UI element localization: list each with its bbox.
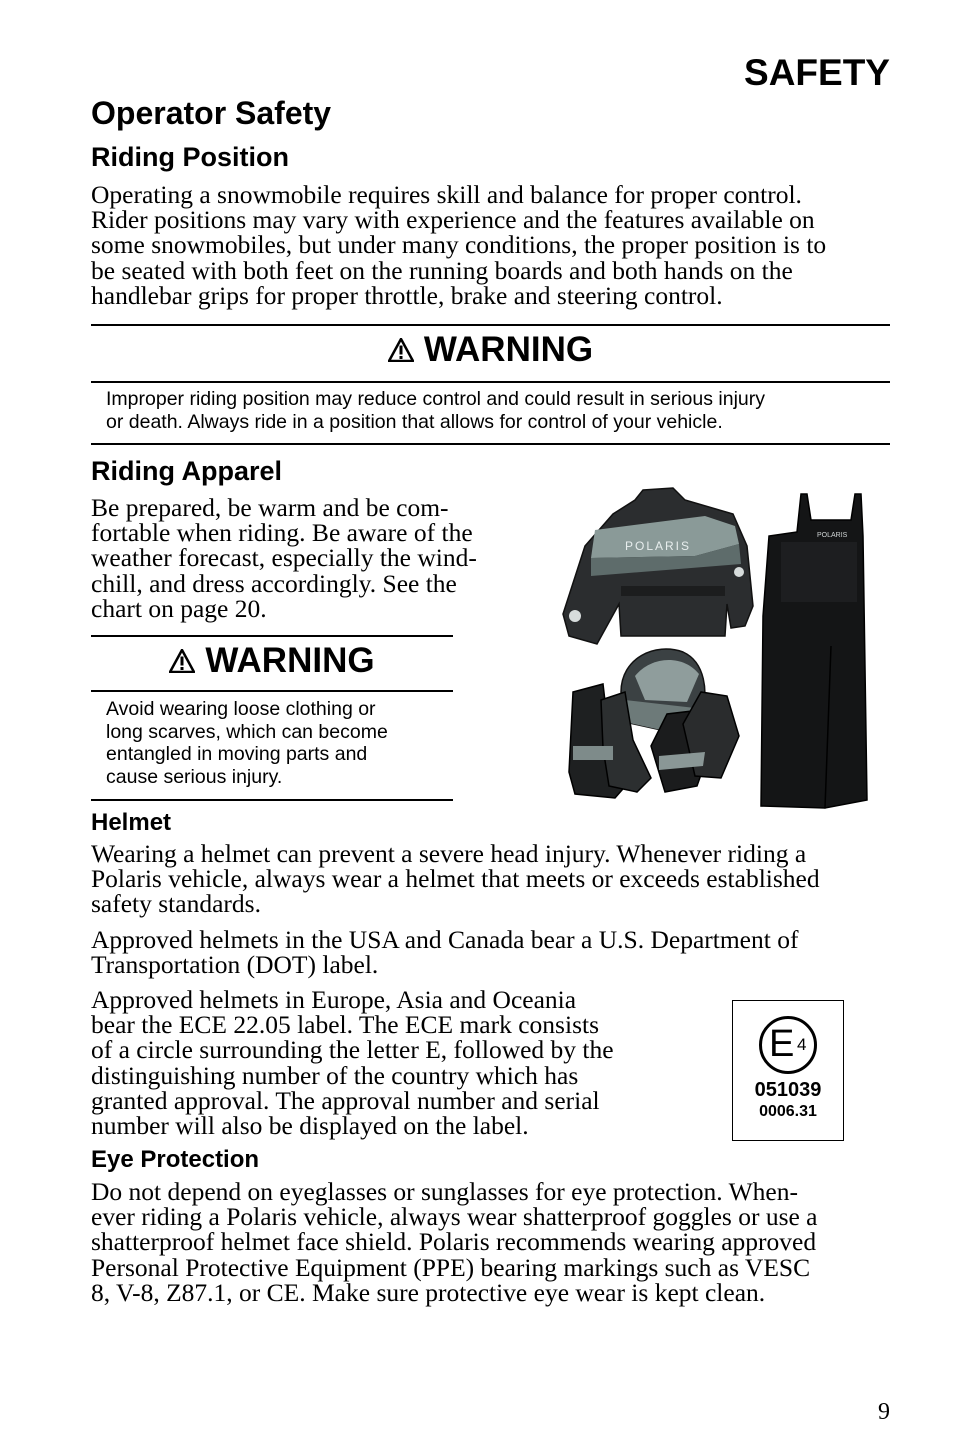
page-title: Operator Safety xyxy=(91,95,332,131)
text-line: distinguishing number of the country which has xyxy=(91,1060,579,1090)
text-line: Approved helmets in the USA and Canada bear a U.S. Department of xyxy=(91,925,799,954)
ece-approval-number: 051039 xyxy=(754,1079,822,1101)
text-line: Approved helmets in Europe, Asia and Oceania xyxy=(91,985,577,1014)
helmet-paragraph-2 xyxy=(91,925,799,980)
jacket-illustration xyxy=(563,488,753,644)
riding-apparel-paragraph xyxy=(91,495,477,621)
warning-triangle-icon xyxy=(169,649,195,673)
text-line: or death. Always ride in a position that allows for control of your vehicle. xyxy=(106,410,723,433)
text-line: weather forecast, especially the wind- xyxy=(91,543,477,573)
riding-position-heading: Riding Position xyxy=(91,142,289,172)
section-title: SAFETY xyxy=(744,52,890,93)
helmet-paragraph-1 xyxy=(91,841,820,917)
eye-protection-paragraph xyxy=(91,1179,818,1305)
text-line: ever riding a Polaris vehicle, always wear shatterproof goggles or use a xyxy=(91,1202,818,1232)
eye-protection-heading: Eye Protection xyxy=(91,1146,260,1173)
text-line: some snowmobiles, but under many conditions, the proper position is to xyxy=(91,230,827,260)
text-line: chill, and dress accordingly. See the xyxy=(91,568,457,598)
warning-text xyxy=(106,698,388,788)
text-line: long scarves, which can become xyxy=(106,720,388,743)
text-line: entangled in moving parts and xyxy=(106,743,368,765)
text-line: granted approval. The approval number and serial xyxy=(91,1085,600,1115)
bib-brand: POLARIS xyxy=(817,532,848,539)
text-line: be seated with both feet on the running boards and both hands on the xyxy=(91,255,793,285)
text-line: chart on page 20. xyxy=(91,593,267,623)
text-line: bear the ECE 22.05 label. The ECE mark consists xyxy=(91,1010,599,1040)
riding-apparel-photo xyxy=(555,486,880,812)
warning-bottom-rule xyxy=(91,799,453,801)
helmet-heading: Helmet xyxy=(91,809,172,836)
text-line: safety standards. xyxy=(91,889,261,919)
ece-circle-mark xyxy=(759,1016,817,1074)
page-number: 9 xyxy=(878,1399,890,1425)
warning-top-rule xyxy=(91,635,453,637)
text-line: cause serious injury. xyxy=(106,765,283,788)
warning-heading xyxy=(91,330,890,370)
text-line: of a circle surrounding the letter E, followed by the xyxy=(91,1035,614,1065)
text-line: Operating a snowmobile requires skill and balance for proper control. xyxy=(91,180,802,209)
warning-heading xyxy=(91,641,453,681)
ece-label xyxy=(732,1000,844,1141)
text-line: Avoid wearing loose clothing or xyxy=(106,698,376,720)
riding-apparel-heading: Riding Apparel xyxy=(91,456,283,486)
ece-country-number: 4 xyxy=(797,1035,807,1054)
riding-position-paragraph xyxy=(91,182,826,308)
warning-mid-rule xyxy=(91,381,890,383)
text-line: Transportation (DOT) label. xyxy=(91,950,379,980)
text-line: shatterproof helmet face shield. Polaris recommends wearing approved xyxy=(91,1227,817,1257)
text-line: number will also be displayed on the label. xyxy=(91,1111,529,1141)
text-line: 8, V-8, Z87.1, or CE. Make sure protective eye wear is kept clean. xyxy=(91,1277,766,1307)
ece-letter: E xyxy=(769,1023,795,1065)
warning-label: WARNING xyxy=(423,330,594,369)
text-line: Wearing a helmet can prevent a severe head injury. Whenever riding a xyxy=(91,839,807,868)
bib-pants-illustration xyxy=(761,494,867,808)
warning-text xyxy=(106,388,765,433)
helmet-paragraph-3 xyxy=(91,985,614,1141)
text-line: Rider positions may vary with experience and the features available on xyxy=(91,205,815,235)
warning-top-rule xyxy=(91,324,890,326)
text-line: Personal Protective Equipment (PPE) bearing markings such as VESC xyxy=(91,1252,811,1282)
ece-serial-number: 0006.31 xyxy=(759,1103,817,1120)
text-line: Improper riding position may reduce control and could result in serious injury xyxy=(106,388,765,410)
warning-label: WARNING xyxy=(205,641,375,680)
warning-triangle-icon xyxy=(388,338,414,362)
warning-mid-rule xyxy=(91,690,453,692)
warning-bottom-rule xyxy=(91,443,890,445)
text-line: Do not depend on eyeglasses or sunglasses for eye protection. When- xyxy=(91,1177,798,1206)
jacket-brand: POLARIS xyxy=(625,539,692,553)
text-line: Be prepared, be warm and be com- xyxy=(91,493,449,522)
text-line: fortable when riding. Be aware of the xyxy=(91,518,473,548)
text-line: Polaris vehicle, always wear a helmet that meets or exceeds established xyxy=(91,864,820,894)
text-line: handlebar grips for proper throttle, brake and steering control. xyxy=(91,280,723,310)
